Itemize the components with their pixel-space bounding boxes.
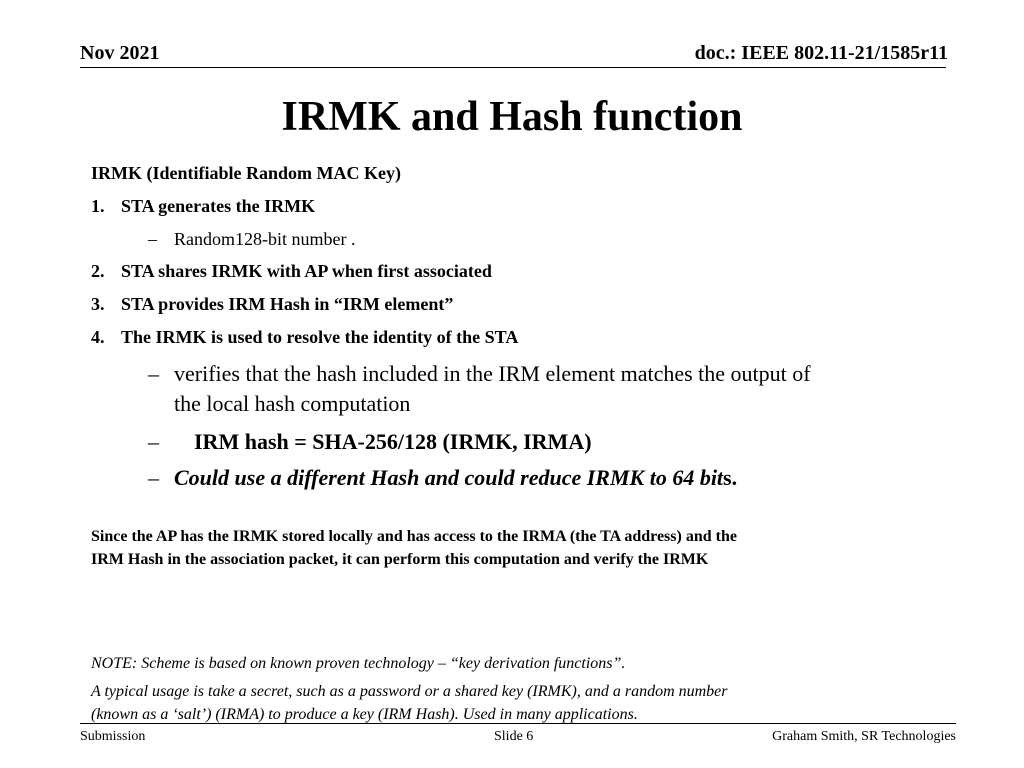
sub-bullet-dash: – [148, 229, 157, 249]
list-item-4 [91, 327, 518, 348]
header-doc-id: doc.: IEEE 802.11-21/1585r11 [694, 42, 948, 64]
footer-slide-number: Slide 6 [494, 729, 534, 744]
different-hash-suffix: s. [723, 465, 738, 490]
slide-title: IRMK and Hash function [281, 94, 743, 140]
list-item-3 [91, 294, 453, 315]
footer-author: Graham Smith, SR Technologies [772, 729, 956, 744]
different-hash-text: Could use a different Hash and could reduce IRMK to 64 bit [174, 465, 724, 490]
sub-bullet-random128: Random128-bit number . [174, 229, 356, 249]
list-item-text: STA provides IRM Hash in “IRM element” [121, 294, 454, 314]
list-item-text: STA shares IRMK with AP when first associated [121, 261, 492, 281]
note-detail-line-1: A typical usage is take a secret, such as a password or a shared key (IRMK), and a random number [91, 683, 728, 700]
list-number: 2. [91, 261, 105, 281]
intro-line: IRMK (Identifiable Random MAC Key) [91, 163, 401, 183]
sub-bullet-dash: – [148, 429, 159, 454]
list-number: 3. [91, 294, 105, 314]
list-item-1 [91, 196, 315, 217]
list-item-2 [91, 261, 492, 282]
list-item-text: STA generates the IRMK [121, 196, 316, 216]
list-number: 4. [91, 327, 105, 347]
note-detail-line-2: (known as a ‘salt’) (IRMA) to produce a key (IRM Hash). Used in many applications. [91, 706, 638, 723]
sub-bullet-dash: – [148, 361, 159, 386]
sub-bullet-different-hash [174, 465, 737, 491]
sub-bullet-dash: – [148, 465, 159, 490]
footer-submission: Submission [80, 729, 146, 744]
sub-bullet-verifies-line-2: the local hash computation [174, 391, 411, 416]
summary-line-1: Since the AP has the IRMK stored locally and has access to the IRMA (the TA address) and the [91, 528, 737, 545]
footer-rule [80, 723, 956, 724]
summary-line-2: IRM Hash in the association packet, it can perform this computation and verify the IRMK [91, 551, 709, 568]
header-date: Nov 2021 [80, 42, 160, 64]
header-rule [80, 67, 946, 68]
sub-bullet-irm-hash: IRM hash = SHA-256/128 (IRMK, IRMA) [194, 429, 592, 454]
sub-bullet-verifies-line-1: verifies that the hash included in the IRM element matches the output of [174, 361, 811, 386]
list-item-text: The IRMK is used to resolve the identity of the STA [121, 327, 519, 347]
list-number: 1. [91, 196, 105, 216]
note-line: NOTE: Scheme is based on known proven technology – “key derivation functions”. [91, 655, 626, 672]
